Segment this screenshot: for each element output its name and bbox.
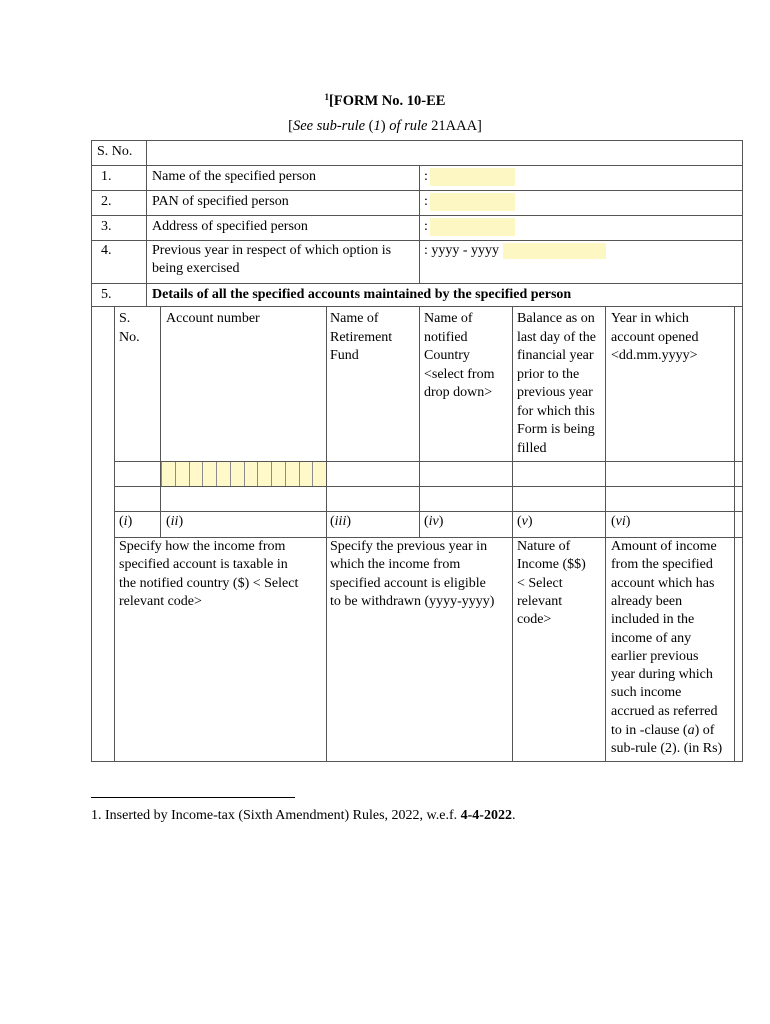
hdr-balance-line-7: Form is being [517,422,595,437]
hdr-notified-country-line-3: Country [424,348,470,363]
account-digit-cell[interactable] [216,462,230,486]
subtitle-paren-close: ) [380,118,386,134]
row-1-colon: : [424,169,428,184]
row-4-value: : yyyy - yyyy [424,243,500,258]
hdr-amount-of-income-line-10: accrued as referred [611,703,718,719]
account-digit-cell[interactable] [244,462,258,486]
hdr-withdraw-year-line-2: which the income from [330,557,461,573]
subtitle-of-rule: of rule [389,118,428,134]
footnote-marker: 1 [324,92,330,102]
hdr-balance-line-2: last day of the [517,329,596,345]
year-field-highlight[interactable] [503,243,606,259]
subtitle-paren-open: ( [368,118,374,134]
roman-6-text: vi [615,514,626,529]
name-field-highlight[interactable] [430,168,515,186]
roman-2: (ii) [166,514,184,529]
hdr-amount-of-income-line-3: account which has [611,575,715,591]
roman-1-text: i [123,514,128,529]
hdr-sno-line-1: S. [119,311,131,326]
hdr-withdraw-year-line-1: Specify the previous year in [330,539,488,554]
pan-field-highlight[interactable] [430,193,515,211]
row-3-label: Address of specified person [152,219,308,234]
row-1-num: 1. [101,169,112,184]
hdr-year-opened-line-3: <dd.mm.yyyy> [611,348,698,363]
hdr-amount-of-income-line-7: earlier previous [611,648,699,664]
hdr-amount-of-income-line-8: year during which [611,667,713,683]
row-4-num: 4. [101,243,112,258]
roman-6: (vi) [611,514,631,529]
hdr-account-number-line-1: Account number [166,311,260,326]
account-digit-cell[interactable] [312,462,326,486]
hdr-nature-of-income-line-5: code> [517,612,552,628]
hdr-taxable-in-country-line-4: relevant code> [119,593,202,609]
row-5-num: 5. [101,287,112,302]
footnote-end: . [511,808,516,823]
hdr-nature-of-income-line-1: Nature of [517,539,571,554]
subtitle-num: 1 [373,118,381,134]
hdr-withdraw-year-line-4: to be withdrawn (yyyy-yyyy) [330,593,495,609]
row-4-label-line1: Previous year in respect of which option is [152,243,392,258]
amount-line-a [611,722,714,741]
amount-line-b: sub-rule (2). (in Rs) [611,741,723,756]
hdr-balance-line-1: Balance as on [517,311,595,326]
row-5-label: Details of all the specified accounts maintained by the specified person [152,287,572,302]
hdr-taxable-in-country-line-1: Specify how the income from [119,539,286,554]
form-title-text: [FORM No. 10-EE [329,93,446,109]
footnote-text: 1. Inserted by Income-tax (Sixth Amendment) Rules, 2022, w.e.f. [91,808,461,823]
roman-2-text: ii [170,514,179,529]
hdr-sno-line-2: No. [119,329,140,345]
hdr-amount-of-income-line-2: from the specified [611,557,713,573]
row-1-label: Name of the specified person [152,169,317,184]
hdr-amount-of-income-line-4: already been [611,593,683,609]
hdr-notified-country-line-4: <select from [424,366,495,382]
row-3-num: 3. [101,219,112,234]
row-3-colon: : [424,219,428,234]
account-digit-cell[interactable] [161,462,175,486]
hdr-year-opened-line-1: Year in which [611,311,689,326]
subtitle-rule: 21AAA] [431,118,482,134]
account-digit-cell[interactable] [175,462,189,486]
hdr-nature-of-income-line-2: Income ($$) [517,557,586,573]
hdr-nature-of-income-line-3: < Select [517,575,563,591]
hdr-amount-of-income-line-1: Amount of income [611,539,717,554]
roman-1: (i) [119,514,133,529]
hdr-year-opened-line-2: account opened [611,329,699,345]
row-2-label: PAN of specified person [152,194,289,209]
account-digit-cell[interactable] [271,462,285,486]
account-digit-cell[interactable] [299,462,313,486]
hdr-notified-country-line-5: drop down> [424,385,493,400]
hdr-amount-of-income-line-5: included in the [611,612,695,628]
form-title [0,92,770,110]
hdr-balance-line-6: for which this [517,403,595,419]
hdr-balance-line-4: prior to the [517,366,580,382]
form-subtitle: [See sub-rule (1) of rule 21AAA] [288,118,482,134]
account-digit-cell[interactable] [230,462,244,486]
account-digit-cell[interactable] [257,462,271,486]
footnote-divider [91,797,295,798]
roman-4-text: iv [428,514,439,529]
hdr-balance-line-5: previous year [517,385,593,400]
hdr-amount-of-income-line-9: such income [611,685,682,701]
account-digit-cell[interactable] [285,462,299,486]
roman-3-text: iii [334,514,347,529]
hdr-notified-country-line-1: Name of [424,311,473,326]
address-field-highlight[interactable] [430,218,515,236]
amount-line-a-post: ) of [694,723,715,738]
roman-5: (v) [517,514,533,529]
account-number-cells[interactable] [161,462,326,486]
hdr-balance-line-8: filled [517,440,547,456]
row-2-num: 2. [101,194,112,209]
row-4-label-line2: being exercised [152,261,240,276]
hdr-notified-country-line-2: notified [424,329,468,345]
hdr-withdraw-year-line-3: specified account is eligible [330,575,486,591]
account-digit-cell[interactable] [202,462,216,486]
account-digit-cell[interactable] [189,462,203,486]
hdr-retirement-fund-line-1: Name of [330,311,379,326]
hdr-taxable-in-country-line-2: specified account is taxable in [119,557,288,573]
footnote-date: 4-4-2022 [460,808,512,823]
roman-5-text: v [521,514,528,529]
roman-3: (iii) [330,514,352,529]
hdr-taxable-in-country-line-3: the notified country ($) < Select [119,575,299,591]
hdr-amount-of-income-line-6: income of any [611,630,692,646]
amount-line-a-pre: to in -clause ( [611,723,688,738]
footnote [91,808,515,824]
hdr-nature-of-income-line-4: relevant [517,593,563,609]
hdr-balance-line-3: financial year [517,348,594,363]
subtitle-italic: See sub-rule [292,118,366,134]
hdr-retirement-fund-line-3: Fund [330,348,359,363]
hdr-retirement-fund-line-2: Retirement [330,329,393,345]
sno-header: S. No. [97,144,133,159]
roman-4: (iv) [424,514,444,529]
row-2-colon: : [424,194,428,209]
amount-line-a-italic: a [687,723,695,738]
